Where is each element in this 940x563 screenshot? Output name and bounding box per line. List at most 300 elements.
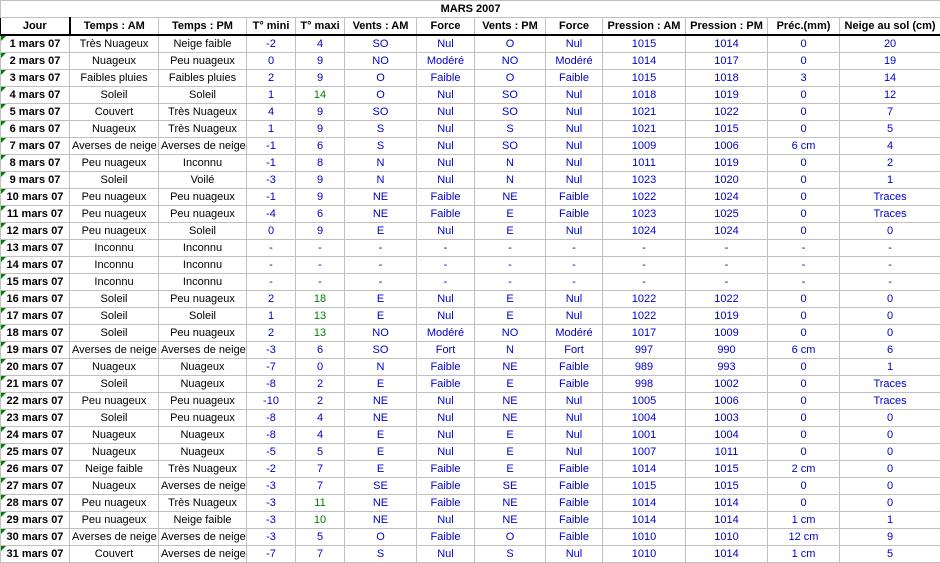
data-cell[interactable]: Peu nuageux [70, 189, 159, 206]
day-cell[interactable] [1, 478, 70, 495]
data-cell[interactable]: Peu nuageux [159, 393, 247, 410]
data-cell[interactable]: Nul [417, 121, 475, 138]
data-cell[interactable]: 1006 [686, 138, 768, 155]
data-cell[interactable]: 1015 [686, 121, 768, 138]
data-cell[interactable]: O [345, 87, 417, 104]
data-cell[interactable]: Nuageux [70, 359, 159, 376]
data-cell[interactable]: - [417, 274, 475, 291]
data-cell[interactable]: 1015 [603, 70, 686, 87]
data-cell[interactable]: 1014 [603, 495, 686, 512]
data-cell[interactable]: Nul [417, 87, 475, 104]
data-cell[interactable]: 1022 [686, 291, 768, 308]
data-cell[interactable]: Nul [417, 512, 475, 529]
data-cell[interactable]: 0 [768, 495, 840, 512]
data-cell[interactable]: 1010 [686, 529, 768, 546]
data-cell[interactable]: Averses de neige [70, 342, 159, 359]
data-cell[interactable]: N [345, 359, 417, 376]
data-cell[interactable]: 3 [768, 70, 840, 87]
data-cell[interactable]: 6 cm [768, 342, 840, 359]
data-cell[interactable]: NO [475, 53, 546, 70]
data-cell[interactable]: Modéré [417, 53, 475, 70]
data-cell[interactable]: 14 [296, 87, 345, 104]
data-cell[interactable]: 1 cm [768, 546, 840, 563]
data-cell[interactable]: Traces [840, 376, 940, 393]
data-cell[interactable]: Faible [417, 70, 475, 87]
day-cell[interactable] [1, 308, 70, 325]
data-cell[interactable]: S [475, 121, 546, 138]
data-cell[interactable]: - [840, 274, 940, 291]
day-cell[interactable] [1, 121, 70, 138]
data-cell[interactable]: Voilé [159, 172, 247, 189]
data-cell[interactable]: Soleil [70, 172, 159, 189]
sheet-title[interactable]: MARS 2007 [1, 1, 940, 18]
data-cell[interactable]: Très Nuageux [159, 461, 247, 478]
day-cell[interactable] [1, 461, 70, 478]
data-cell[interactable]: Faible [546, 359, 603, 376]
data-cell[interactable]: Nul [546, 223, 603, 240]
data-cell[interactable]: O [475, 529, 546, 546]
data-cell[interactable]: NO [345, 325, 417, 342]
data-cell[interactable]: 4 [296, 427, 345, 444]
data-cell[interactable]: 6 [296, 342, 345, 359]
data-cell[interactable]: 0 [768, 223, 840, 240]
data-cell[interactable]: Nuageux [159, 444, 247, 461]
data-cell[interactable]: 1022 [603, 291, 686, 308]
data-cell[interactable]: Nul [546, 427, 603, 444]
column-header[interactable]: Préc.(mm) [768, 18, 840, 36]
data-cell[interactable]: Nuageux [159, 359, 247, 376]
data-cell[interactable]: NE [345, 495, 417, 512]
data-cell[interactable]: 1019 [686, 308, 768, 325]
day-cell[interactable] [1, 257, 70, 274]
data-cell[interactable]: 1015 [686, 461, 768, 478]
data-cell[interactable]: Très Nuageux [70, 35, 159, 53]
data-cell[interactable]: 11 [296, 495, 345, 512]
data-cell[interactable]: 989 [603, 359, 686, 376]
day-cell[interactable] [1, 223, 70, 240]
data-cell[interactable]: 2 [840, 155, 940, 172]
data-cell[interactable]: NE [475, 393, 546, 410]
data-cell[interactable]: Soleil [70, 308, 159, 325]
data-cell[interactable]: Nul [417, 444, 475, 461]
data-cell[interactable]: 19 [840, 53, 940, 70]
data-cell[interactable]: Faible [546, 376, 603, 393]
data-cell[interactable]: 0 [768, 121, 840, 138]
column-header[interactable]: Force [546, 18, 603, 36]
data-cell[interactable]: Peu nuageux [70, 393, 159, 410]
data-cell[interactable]: Fort [546, 342, 603, 359]
day-cell[interactable] [1, 546, 70, 563]
data-cell[interactable]: 1017 [686, 53, 768, 70]
data-cell[interactable]: - [603, 274, 686, 291]
data-cell[interactable]: Inconnu [70, 257, 159, 274]
data-cell[interactable]: Faible [546, 529, 603, 546]
data-cell[interactable]: Nuageux [70, 444, 159, 461]
data-cell[interactable]: Nul [417, 155, 475, 172]
data-cell[interactable]: E [475, 308, 546, 325]
data-cell[interactable]: - [247, 240, 296, 257]
data-cell[interactable]: 0 [768, 291, 840, 308]
data-cell[interactable]: -3 [247, 342, 296, 359]
data-cell[interactable]: Inconnu [159, 257, 247, 274]
data-cell[interactable]: 1019 [686, 87, 768, 104]
data-cell[interactable]: SO [475, 87, 546, 104]
data-cell[interactable]: 1023 [603, 206, 686, 223]
data-cell[interactable]: Couvert [70, 546, 159, 563]
data-cell[interactable]: 0 [768, 308, 840, 325]
data-cell[interactable]: 2 [296, 376, 345, 393]
data-cell[interactable]: SO [345, 104, 417, 121]
data-cell[interactable]: 12 cm [768, 529, 840, 546]
data-cell[interactable]: 1002 [686, 376, 768, 393]
data-cell[interactable]: -8 [247, 427, 296, 444]
data-cell[interactable]: Soleil [70, 291, 159, 308]
data-cell[interactable]: S [475, 546, 546, 563]
data-cell[interactable]: 1014 [603, 512, 686, 529]
data-cell[interactable]: 14 [840, 70, 940, 87]
data-cell[interactable]: -2 [247, 35, 296, 53]
data-cell[interactable]: Fort [417, 342, 475, 359]
data-cell[interactable]: 1003 [686, 410, 768, 427]
data-cell[interactable]: 0 [840, 495, 940, 512]
data-cell[interactable]: SO [475, 138, 546, 155]
data-cell[interactable]: Nul [546, 138, 603, 155]
day-cell[interactable] [1, 291, 70, 308]
day-cell[interactable] [1, 512, 70, 529]
data-cell[interactable]: Nul [546, 291, 603, 308]
data-cell[interactable]: - [546, 257, 603, 274]
data-cell[interactable]: 0 [768, 376, 840, 393]
data-cell[interactable]: 1019 [686, 155, 768, 172]
data-cell[interactable]: 0 [840, 427, 940, 444]
data-cell[interactable]: 1024 [603, 223, 686, 240]
data-cell[interactable]: 0 [768, 325, 840, 342]
column-header[interactable]: Pression : PM [686, 18, 768, 36]
data-cell[interactable]: O [475, 70, 546, 87]
data-cell[interactable]: -3 [247, 495, 296, 512]
data-cell[interactable]: Faible [417, 495, 475, 512]
data-cell[interactable]: Peu nuageux [70, 155, 159, 172]
data-cell[interactable]: -7 [247, 359, 296, 376]
data-cell[interactable]: Nul [546, 308, 603, 325]
data-cell[interactable]: NE [345, 410, 417, 427]
data-cell[interactable]: Très Nuageux [159, 495, 247, 512]
data-cell[interactable]: E [345, 308, 417, 325]
data-cell[interactable]: 6 cm [768, 138, 840, 155]
data-cell[interactable]: 1011 [686, 444, 768, 461]
data-cell[interactable]: 1022 [603, 308, 686, 325]
data-cell[interactable]: S [345, 121, 417, 138]
data-cell[interactable]: Faible [417, 529, 475, 546]
data-cell[interactable]: 5 [296, 529, 345, 546]
data-cell[interactable]: 0 [768, 393, 840, 410]
data-cell[interactable]: - [686, 274, 768, 291]
data-cell[interactable]: - [546, 240, 603, 257]
data-cell[interactable]: Faible [546, 206, 603, 223]
data-cell[interactable]: 13 [296, 325, 345, 342]
data-cell[interactable]: 9 [296, 70, 345, 87]
data-cell[interactable]: 0 [768, 189, 840, 206]
data-cell[interactable]: E [475, 206, 546, 223]
data-cell[interactable]: Nul [417, 393, 475, 410]
data-cell[interactable]: Averses de neige [70, 529, 159, 546]
data-cell[interactable]: Faible [417, 206, 475, 223]
data-cell[interactable]: 9 [296, 121, 345, 138]
data-cell[interactable]: Averses de neige [159, 478, 247, 495]
data-cell[interactable]: Couvert [70, 104, 159, 121]
data-cell[interactable]: 4 [296, 410, 345, 427]
data-cell[interactable]: - [475, 257, 546, 274]
data-cell[interactable]: N [475, 155, 546, 172]
data-cell[interactable]: Faible [546, 495, 603, 512]
data-cell[interactable]: 9 [840, 529, 940, 546]
data-cell[interactable]: Peu nuageux [159, 325, 247, 342]
column-header[interactable]: T° mini [247, 18, 296, 36]
data-cell[interactable]: - [296, 240, 345, 257]
data-cell[interactable]: Averses de neige [159, 546, 247, 563]
column-header[interactable]: Pression : AM [603, 18, 686, 36]
data-cell[interactable]: - [475, 240, 546, 257]
data-cell[interactable]: Inconnu [159, 274, 247, 291]
data-cell[interactable]: 1007 [603, 444, 686, 461]
data-cell[interactable]: Averses de neige [159, 529, 247, 546]
data-cell[interactable]: O [475, 35, 546, 53]
data-cell[interactable]: Nuageux [70, 478, 159, 495]
data-cell[interactable]: - [603, 240, 686, 257]
data-cell[interactable]: 1009 [603, 138, 686, 155]
data-cell[interactable]: 0 [247, 53, 296, 70]
data-cell[interactable]: 18 [296, 291, 345, 308]
data-cell[interactable]: Averses de neige [70, 138, 159, 155]
data-cell[interactable]: N [345, 155, 417, 172]
data-cell[interactable]: Nul [546, 172, 603, 189]
data-cell[interactable]: 2 [247, 325, 296, 342]
data-cell[interactable]: Averses de neige [159, 342, 247, 359]
data-cell[interactable]: - [345, 240, 417, 257]
data-cell[interactable]: E [345, 427, 417, 444]
data-cell[interactable]: - [417, 257, 475, 274]
data-cell[interactable]: - [840, 257, 940, 274]
data-cell[interactable]: NE [475, 189, 546, 206]
data-cell[interactable]: E [345, 444, 417, 461]
data-cell[interactable]: 0 [840, 223, 940, 240]
data-cell[interactable]: 993 [686, 359, 768, 376]
data-cell[interactable]: -3 [247, 478, 296, 495]
data-cell[interactable]: Neige faible [159, 512, 247, 529]
day-cell[interactable] [1, 70, 70, 87]
data-cell[interactable]: NE [345, 512, 417, 529]
day-cell[interactable] [1, 206, 70, 223]
data-cell[interactable]: 1004 [686, 427, 768, 444]
data-cell[interactable]: 1004 [603, 410, 686, 427]
data-cell[interactable]: 6 [840, 342, 940, 359]
data-cell[interactable]: 6 [296, 138, 345, 155]
data-cell[interactable]: 1005 [603, 393, 686, 410]
day-cell[interactable] [1, 189, 70, 206]
data-cell[interactable]: 1020 [686, 172, 768, 189]
data-cell[interactable]: - [345, 257, 417, 274]
data-cell[interactable]: 1 [247, 121, 296, 138]
data-cell[interactable]: NE [345, 393, 417, 410]
data-cell[interactable]: Nuageux [159, 376, 247, 393]
data-cell[interactable]: 7 [296, 546, 345, 563]
data-cell[interactable]: 2 [247, 70, 296, 87]
data-cell[interactable]: 0 [768, 444, 840, 461]
data-cell[interactable]: Inconnu [70, 240, 159, 257]
data-cell[interactable]: Traces [840, 189, 940, 206]
data-cell[interactable]: 1 [247, 87, 296, 104]
data-cell[interactable]: 1025 [686, 206, 768, 223]
data-cell[interactable]: NE [475, 495, 546, 512]
data-cell[interactable]: 0 [768, 155, 840, 172]
data-cell[interactable]: -3 [247, 512, 296, 529]
data-cell[interactable]: 1 [247, 308, 296, 325]
data-cell[interactable]: N [345, 172, 417, 189]
data-cell[interactable]: Nul [417, 35, 475, 53]
data-cell[interactable]: 0 [768, 53, 840, 70]
data-cell[interactable]: 1 [840, 512, 940, 529]
data-cell[interactable]: -1 [247, 138, 296, 155]
data-cell[interactable]: Neige faible [159, 35, 247, 53]
data-cell[interactable]: Nuageux [70, 427, 159, 444]
column-header[interactable]: Force [417, 18, 475, 36]
data-cell[interactable]: 1011 [603, 155, 686, 172]
data-cell[interactable]: Peu nuageux [159, 410, 247, 427]
data-cell[interactable]: - [296, 257, 345, 274]
column-header[interactable]: Jour [1, 18, 70, 36]
data-cell[interactable]: - [768, 257, 840, 274]
data-cell[interactable]: SE [475, 478, 546, 495]
data-cell[interactable]: Inconnu [159, 155, 247, 172]
data-cell[interactable]: - [345, 274, 417, 291]
data-cell[interactable]: 1018 [603, 87, 686, 104]
data-cell[interactable]: - [840, 240, 940, 257]
data-cell[interactable]: Soleil [70, 325, 159, 342]
data-cell[interactable]: 4 [247, 104, 296, 121]
data-cell[interactable]: Inconnu [159, 240, 247, 257]
data-cell[interactable]: 1015 [686, 478, 768, 495]
data-cell[interactable]: Soleil [159, 223, 247, 240]
data-cell[interactable]: 5 [296, 444, 345, 461]
data-cell[interactable]: 1014 [686, 512, 768, 529]
day-cell[interactable] [1, 155, 70, 172]
data-cell[interactable]: Nul [546, 393, 603, 410]
day-cell[interactable] [1, 376, 70, 393]
day-cell[interactable] [1, 444, 70, 461]
data-cell[interactable]: 0 [768, 206, 840, 223]
data-cell[interactable]: 0 [768, 410, 840, 427]
data-cell[interactable]: Nul [546, 35, 603, 53]
data-cell[interactable]: Soleil [159, 87, 247, 104]
data-cell[interactable]: 0 [296, 359, 345, 376]
data-cell[interactable]: -2 [247, 461, 296, 478]
day-cell[interactable] [1, 240, 70, 257]
data-cell[interactable]: 0 [768, 478, 840, 495]
day-cell[interactable] [1, 393, 70, 410]
data-cell[interactable]: 0 [840, 478, 940, 495]
column-header[interactable]: Temps : PM [159, 18, 247, 36]
data-cell[interactable]: E [345, 376, 417, 393]
data-cell[interactable]: S [345, 138, 417, 155]
data-cell[interactable]: Peu nuageux [159, 206, 247, 223]
data-cell[interactable]: 1024 [686, 223, 768, 240]
data-cell[interactable]: O [345, 529, 417, 546]
column-header[interactable]: Vents : PM [475, 18, 546, 36]
data-cell[interactable]: E [475, 427, 546, 444]
data-cell[interactable]: SO [475, 104, 546, 121]
data-cell[interactable]: Averses de neige [159, 138, 247, 155]
data-cell[interactable]: NE [475, 512, 546, 529]
data-cell[interactable]: Faible [546, 70, 603, 87]
data-cell[interactable]: Modéré [546, 53, 603, 70]
data-cell[interactable]: 7 [296, 478, 345, 495]
data-cell[interactable]: 0 [840, 291, 940, 308]
data-cell[interactable]: Peu nuageux [70, 512, 159, 529]
data-cell[interactable]: - [686, 257, 768, 274]
data-cell[interactable]: 2 [247, 291, 296, 308]
day-cell[interactable] [1, 138, 70, 155]
data-cell[interactable]: -10 [247, 393, 296, 410]
data-cell[interactable]: -4 [247, 206, 296, 223]
data-cell[interactable]: 7 [840, 104, 940, 121]
data-cell[interactable]: Très Nuageux [159, 121, 247, 138]
data-cell[interactable]: NO [475, 325, 546, 342]
data-cell[interactable]: Nul [546, 546, 603, 563]
data-cell[interactable]: Peu nuageux [159, 53, 247, 70]
data-cell[interactable]: Nul [546, 104, 603, 121]
data-cell[interactable]: 1018 [686, 70, 768, 87]
data-cell[interactable]: SO [345, 35, 417, 53]
data-cell[interactable]: 4 [840, 138, 940, 155]
column-header[interactable]: Vents : AM [345, 18, 417, 36]
day-cell[interactable] [1, 342, 70, 359]
data-cell[interactable]: Faible [546, 189, 603, 206]
data-cell[interactable]: - [686, 240, 768, 257]
day-cell[interactable] [1, 495, 70, 512]
data-cell[interactable]: - [296, 274, 345, 291]
data-cell[interactable]: 1014 [603, 53, 686, 70]
data-cell[interactable]: - [475, 274, 546, 291]
data-cell[interactable]: Nuageux [70, 121, 159, 138]
data-cell[interactable]: -7 [247, 546, 296, 563]
data-cell[interactable]: - [768, 274, 840, 291]
day-cell[interactable] [1, 172, 70, 189]
data-cell[interactable]: Soleil [70, 410, 159, 427]
data-cell[interactable]: Peu nuageux [159, 291, 247, 308]
day-cell[interactable] [1, 325, 70, 342]
data-cell[interactable]: -3 [247, 172, 296, 189]
data-cell[interactable]: -1 [247, 155, 296, 172]
data-cell[interactable]: NE [475, 359, 546, 376]
data-cell[interactable]: Nul [417, 308, 475, 325]
data-cell[interactable]: 997 [603, 342, 686, 359]
data-cell[interactable]: 0 [768, 35, 840, 53]
data-cell[interactable]: Nuageux [159, 427, 247, 444]
data-cell[interactable]: 1006 [686, 393, 768, 410]
data-cell[interactable]: Faible [546, 478, 603, 495]
data-cell[interactable]: Nul [546, 87, 603, 104]
data-cell[interactable]: 1009 [686, 325, 768, 342]
data-cell[interactable]: 1001 [603, 427, 686, 444]
data-cell[interactable]: 1017 [603, 325, 686, 342]
data-cell[interactable]: Nul [417, 427, 475, 444]
data-cell[interactable]: Nul [417, 223, 475, 240]
data-cell[interactable]: 1021 [603, 104, 686, 121]
data-cell[interactable]: NE [345, 189, 417, 206]
data-cell[interactable]: Neige faible [70, 461, 159, 478]
data-cell[interactable]: 9 [296, 189, 345, 206]
day-cell[interactable] [1, 427, 70, 444]
